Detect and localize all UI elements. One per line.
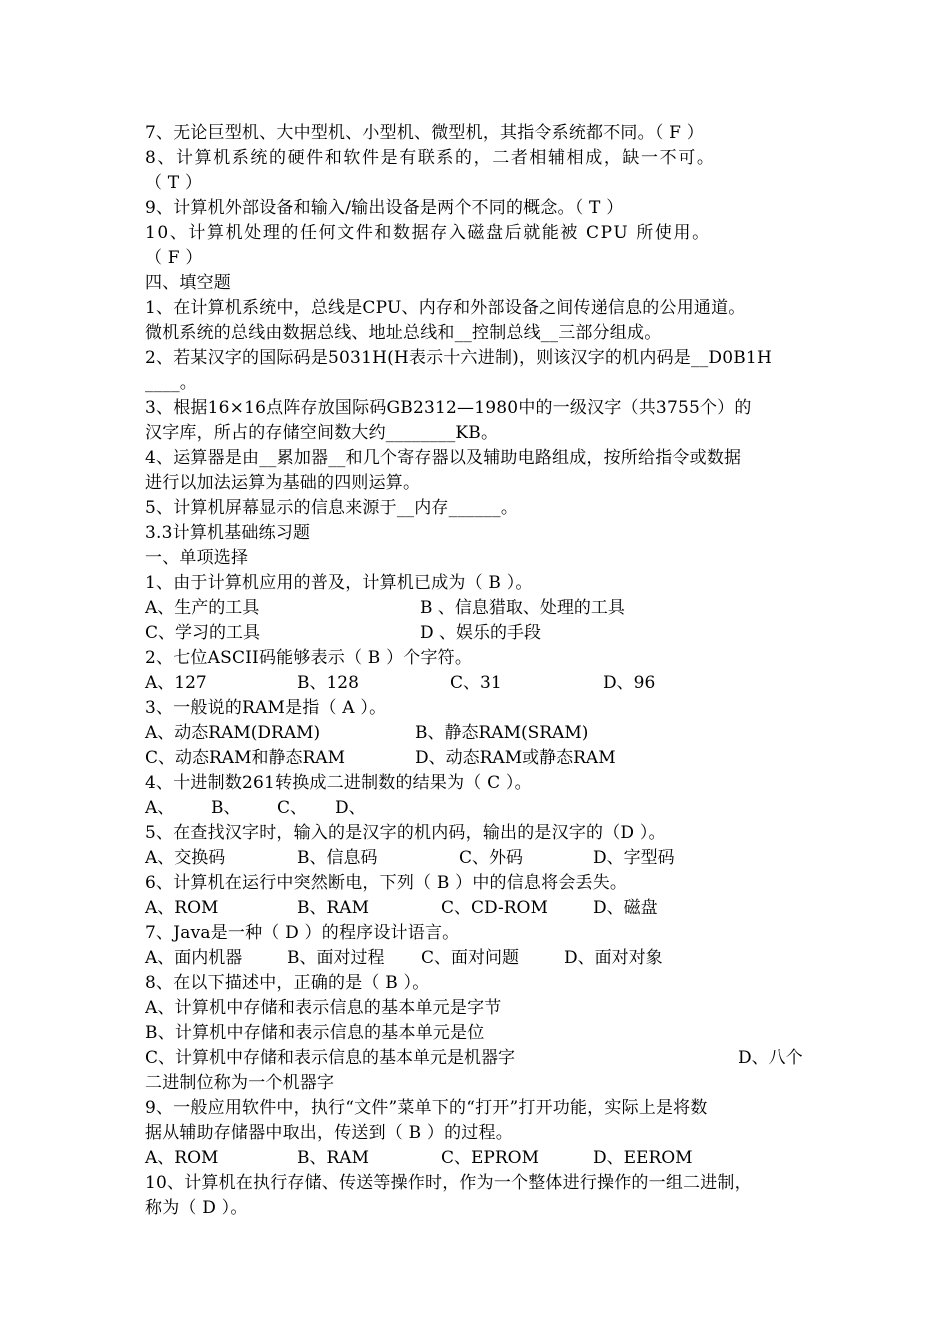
option-b: B、静态RAM(SRAM) bbox=[415, 723, 589, 743]
mc-question-7-options bbox=[145, 946, 815, 971]
option-a: A、ROM bbox=[145, 1148, 219, 1168]
option-d: D、磁盘 bbox=[593, 898, 658, 918]
fill-question-3: 3、根据16×16点阵存放国际码GB2312—1980中的一级汉字（共3755个）的 bbox=[145, 398, 752, 418]
mc-question-4: 4、十进制数261转换成二进制数的结果为（ C ）。 bbox=[145, 773, 532, 793]
mc-question-6: 6、计算机在运行中突然断电，下列（ B ）中的信息将会丢失。 bbox=[145, 873, 628, 893]
mc-question-6-options bbox=[145, 896, 815, 921]
mc-question-1-options bbox=[145, 596, 815, 621]
mc-question-10-cont: 称为（ D ）。 bbox=[145, 1198, 248, 1218]
mc-question-9: 9、一般应用软件中，执行“文件”菜单下的“打开”打开功能，实际上是将数 bbox=[145, 1098, 708, 1118]
option-a: A、交换码 bbox=[145, 848, 226, 868]
option-c: C、面对问题 bbox=[421, 948, 520, 968]
option-d: D、八个 bbox=[738, 1048, 803, 1068]
mc-question-9-options bbox=[145, 1146, 815, 1171]
tf-question-8-answer: （ T ） bbox=[145, 173, 203, 193]
tf-question-10-answer: （ F ） bbox=[145, 248, 203, 268]
mc-question-5-options bbox=[145, 846, 815, 871]
option-d: D、面对对象 bbox=[564, 948, 663, 968]
mc-question-3-options bbox=[145, 721, 815, 746]
section-subtitle: 一、单项选择 bbox=[145, 548, 249, 568]
mc-question-10: 10、计算机在执行存储、传送等操作时，作为一个整体进行操作的一组二进制， bbox=[145, 1173, 752, 1193]
option-c: C、动态RAM和静态RAM bbox=[145, 748, 345, 768]
tf-question-7: 7、无论巨型机、大中型机、小型机、微型机，其指令系统都不同。（ F ） bbox=[145, 123, 704, 143]
fill-heading: 四、填空题 bbox=[145, 273, 231, 293]
fill-question-1-cont: 微机系统的总线由数据总线、地址总线和__控制总线__三部分组成。 bbox=[145, 323, 662, 343]
option-c: C、CD-ROM bbox=[441, 898, 548, 918]
option-a: A、面内机器 bbox=[145, 948, 243, 968]
option-c: C、外码 bbox=[459, 848, 524, 868]
fill-question-1: 1、在计算机系统中，总线是CPU、内存和外部设备之间传递信息的公用通道。 bbox=[145, 298, 746, 318]
mc-question-3: 3、一般说的RAM是指（ A ）。 bbox=[145, 698, 387, 718]
option-c: C、31 bbox=[450, 673, 502, 693]
option-a: A、ROM bbox=[145, 898, 219, 918]
mc-question-8-option-b: B、计算机中存储和表示信息的基本单元是位 bbox=[145, 1023, 485, 1043]
option-b: B、RAM bbox=[297, 898, 369, 918]
option-b: B、128 bbox=[297, 673, 359, 693]
mc-question-5: 5、在查找汉字时，输入的是汉字的机内码，输出的是汉字的（D ）。 bbox=[145, 823, 666, 843]
page-text bbox=[145, 121, 815, 1221]
option-b: B、RAM bbox=[297, 1148, 369, 1168]
mc-question-2-options bbox=[145, 671, 815, 696]
option-b: B、信息码 bbox=[297, 848, 378, 868]
option-d: D、字型码 bbox=[593, 848, 675, 868]
mc-question-8-option-a: A、计算机中存储和表示信息的基本单元是字节 bbox=[145, 998, 502, 1018]
mc-question-1-options-2 bbox=[145, 621, 815, 646]
mc-question-8-option-c-row bbox=[145, 1046, 815, 1071]
option-d: D、动态RAM或静态RAM bbox=[415, 748, 616, 768]
option-c: C、 bbox=[277, 798, 308, 818]
option-b: B、面对过程 bbox=[287, 948, 385, 968]
mc-question-2: 2、七位ASCII码能够表示（ B ）个字符。 bbox=[145, 648, 473, 668]
option-d: D 、娱乐的手段 bbox=[420, 623, 542, 643]
option-d: D、EEROM bbox=[593, 1148, 693, 1168]
option-c: C、计算机中存储和表示信息的基本单元是机器字 bbox=[145, 1048, 516, 1068]
option-a: A、 bbox=[145, 798, 175, 818]
mc-question-3-options-2 bbox=[145, 746, 815, 771]
option-a: A、动态RAM(DRAM) bbox=[145, 723, 321, 743]
option-b: B 、信息猎取、处理的工具 bbox=[420, 598, 625, 618]
option-a: A、生产的工具 bbox=[145, 598, 260, 618]
fill-question-5: 5、计算机屏幕显示的信息来源于__内存______。 bbox=[145, 498, 519, 518]
fill-question-4: 4、运算器是由__累加器__和几个寄存器以及辅助电路组成，按所给指令或数据 bbox=[145, 448, 742, 468]
option-d: D、 bbox=[335, 798, 366, 818]
mc-question-1: 1、由于计算机应用的普及，计算机已成为（ B ）。 bbox=[145, 573, 533, 593]
fill-question-2-cont: ____。 bbox=[145, 373, 197, 393]
mc-question-7: 7、Java是一种（ D ）的程序设计语言。 bbox=[145, 923, 460, 943]
option-c: C、学习的工具 bbox=[145, 623, 261, 643]
tf-question-9: 9、计算机外部设备和输入/输出设备是两个不同的概念。（ T ） bbox=[145, 198, 624, 218]
mc-question-8: 8、在以下描述中，正确的是（ B ）。 bbox=[145, 973, 430, 993]
tf-question-8: 8、计算机系统的硬件和软件是有联系的，二者相辅相成，缺一不可。 bbox=[145, 148, 716, 168]
section-title: 3.3计算机基础练习题 bbox=[145, 523, 311, 543]
mc-question-4-options bbox=[145, 796, 815, 821]
fill-question-2: 2、若某汉字的国际码是5031H(H表示十六进制)，则该汉字的机内码是__D0B1H bbox=[145, 348, 772, 368]
option-c: C、EPROM bbox=[441, 1148, 539, 1168]
tf-question-10: 10、计算机处理的任何文件和数据存入磁盘后就能被 CPU 所使用。 bbox=[145, 223, 711, 243]
fill-question-3-cont: 汉字库，所占的存储空间数大约________KB。 bbox=[145, 423, 499, 443]
option-d: D、96 bbox=[603, 673, 656, 693]
fill-question-4-cont: 进行以加法运算为基础的四则运算。 bbox=[145, 473, 421, 493]
option-a: A、127 bbox=[145, 673, 207, 693]
option-b: B、 bbox=[211, 798, 241, 818]
mc-question-9-cont: 据从辅助存储器中取出，传送到（ B ）的过程。 bbox=[145, 1123, 513, 1143]
mc-question-8-option-d-cont: 二进制位称为一个机器字 bbox=[145, 1073, 335, 1093]
